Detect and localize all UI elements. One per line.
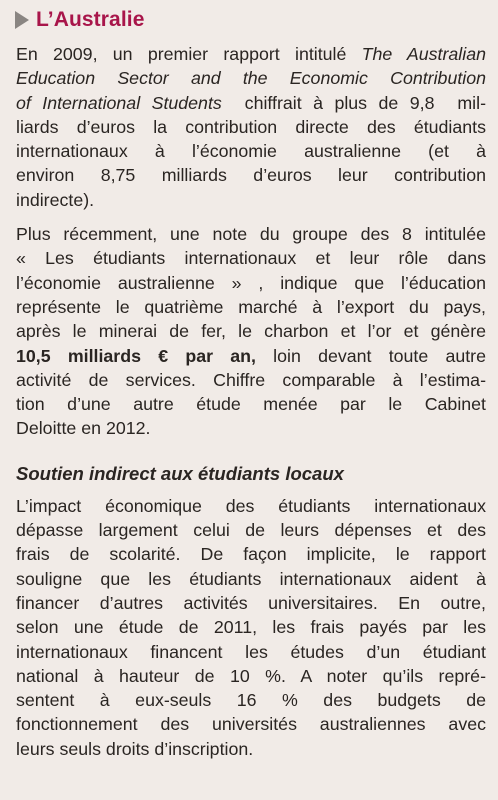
text-line: fonctionnement des universités australiennes avec — [16, 714, 486, 735]
text-line: financer d’autres activités universitaires. En outre, — [16, 592, 486, 613]
paragraph-1 — [16, 42, 486, 212]
text-line: Deloitte en 2012. — [16, 418, 151, 439]
text-line: internationaux financent les études d’un étudiant — [16, 641, 486, 662]
highlight-amount: 10,5 milliards € par an, — [16, 345, 256, 366]
text-span: En 2009, un premier rapport intitulé — [16, 44, 362, 64]
paragraph-3 — [16, 494, 486, 761]
text-line: souligne que les étudiants internationaux aident à — [16, 568, 486, 589]
text-line: national à hauteur de 10 %. A noter qu’ils repré- — [16, 665, 486, 686]
text-line: Plus récemment, une note du groupe des 8 intitulée — [16, 224, 486, 245]
text-line: après le minerai de fer, le charbon et l’or et génère — [16, 321, 486, 342]
text-span: chiffrait à plus de 9,8 mil- — [221, 92, 486, 113]
paragraph-2 — [16, 222, 486, 441]
text-line: dépasse largement celui de leurs dépenses et des — [16, 520, 486, 541]
text-line: « Les étudiants internationaux et leur rôle dans — [16, 248, 486, 269]
text-line: activité de services. Chiffre comparable à l’estima- — [16, 369, 486, 390]
text-line — [16, 66, 486, 90]
text-line — [16, 344, 486, 368]
text-line: sentent à eux-seuls 16 % des budgets de — [16, 690, 486, 711]
triangle-right-icon — [15, 11, 29, 29]
text-line: selon une étude de 2011, les frais payés par les — [16, 617, 486, 638]
text-line: leurs seuls droits d’inscription. — [16, 738, 254, 759]
report-title-part: Education Sector and the Economic Contribution — [16, 68, 486, 89]
text-line: liards d’euros la contribution directe des étudiants — [16, 116, 486, 137]
text-line: L’impact économique des étudiants internationaux — [16, 495, 486, 516]
section-header — [16, 2, 486, 38]
text-line: l’économie australienne » , indique que l’éducation — [16, 272, 486, 293]
text-line: tion d’une autre étude menée par le Cabinet — [16, 394, 486, 415]
text-line: internationaux à l’économie australienne (et à — [16, 141, 486, 162]
text-line: représente le quatrième marché à l’export du pays, — [16, 296, 486, 317]
section-title: L’Australie — [36, 8, 145, 31]
text-line: environ 8,75 milliards d’euros leur contribution — [16, 165, 486, 186]
report-title-part: of International Students — [16, 92, 222, 113]
subheading: Soutien indirect aux étudiants locaux — [16, 462, 344, 484]
text-line: indirecte). — [16, 189, 95, 210]
text-span: loin devant toute autre — [255, 345, 486, 366]
text-line — [16, 91, 486, 115]
report-title-part: The Australian — [361, 44, 486, 64]
text-line: frais de scolarité. De façon implicite, le rapport — [16, 544, 486, 565]
text-line — [16, 42, 486, 66]
